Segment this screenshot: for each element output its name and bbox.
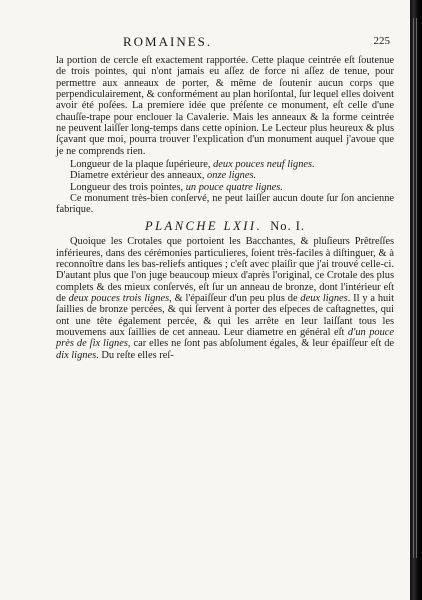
page-number: 225 [373,35,390,47]
page-edge-line [416,18,417,558]
measure-label: Diametre extérieur des anneaux, [70,170,208,182]
plate-number: No. I. [270,218,306,233]
plate-title: PLANCHE LXII. [144,218,263,233]
text-run: . Du reſte elles reſ- [96,349,174,361]
running-title: ROMAINES. [123,34,213,49]
page-edge-line [413,18,414,558]
measure-points-length [56,182,394,193]
plate-heading [56,218,394,233]
paragraph-crotales [56,236,394,361]
measure-label: Longueur des trois pointes, [70,181,186,193]
measure-plaque-length [56,159,394,170]
text-run-italic: deux pouces trois lignes [68,292,170,304]
text-run: . Il y a huit ſaillies de bronze percées, & qui ſervent à porter des eſpeces de caſtagnettes, qui ont une tête également percée, & qui les arrête en leur laiſſant tous les mouvemens aux ſaillies de cet anneau. Leur diametre en général eſt [56,292,394,338]
measure-label: Longueur de la plaque ſupérieure, [70,159,214,171]
paragraph-conservation: Ce monument très-bien conſervé, ne peut laiſſer aucun doute ſur ſon ancienne fabrique. [56,193,394,216]
paragraph-plaque-description: la portion de cercle eſt exactement rapportée. Cette plaque ceintrée eſt ſoutenue de trois pointes, qui n'ont jamais eu aſſez de force ni aſſez de tenue, pour permettre aux anneaux de porter, & même de ſoutenir aucun corps que perpendiculairement, & conformément au plan horiſontal, ſur lequel elles doivent avoir été poſées. La premiere idée que préſente ce monument, eſt celle d'une chauſſe-trape pour enclouer la Cavalerie. Mais les anneaux & la forme ceintrée ne peuvent laiſſer long-temps dans cette opinion. Le Lecteur plus heureux & plus ſçavant que moi, pourra trouver l'explication d'un monument auquel j'avoue que je ne comprends rien. [56,55,394,157]
text-run-italic: d'un pouce près de ſix lignes [56,326,395,350]
measure-value: deux pouces neuf lignes. [213,159,315,171]
page-header [60,34,390,52]
page-body [56,55,394,361]
measure-ring-diameter [56,170,394,181]
text-run: , & l'épaiſſeur d'un peu plus de [169,292,301,304]
text-run: Quoique les Crotales que portoient les Bacchantes, & pluſieurs Prêtreſſes inférieures, dans des cérémonies particulieres, ſoient très-faciles à diſtinguer, & à reconnoître dans les bas-reliefs antiques ; c'eſt avec plaiſir que j'ai trouvé celle-ci. D'autant plus que l'on juge beaucoup mieux d'après l'original, ce Crotale des plus complets & des mieux conſervés, eſt ſur un anneau de bronze, dont l'intérieur eſt de [56,236,394,304]
text-run-italic: dix lignes [56,349,97,361]
text-run-italic: deux lignes [300,292,348,304]
measure-value: un pouce quatre lignes. [185,181,283,193]
book-fore-edge [410,0,422,600]
text-run: , car elles ne ſont pas abſolument égales, & leur épaiſſeur eſt de [127,338,395,350]
measure-value: onze lignes. [207,170,257,182]
